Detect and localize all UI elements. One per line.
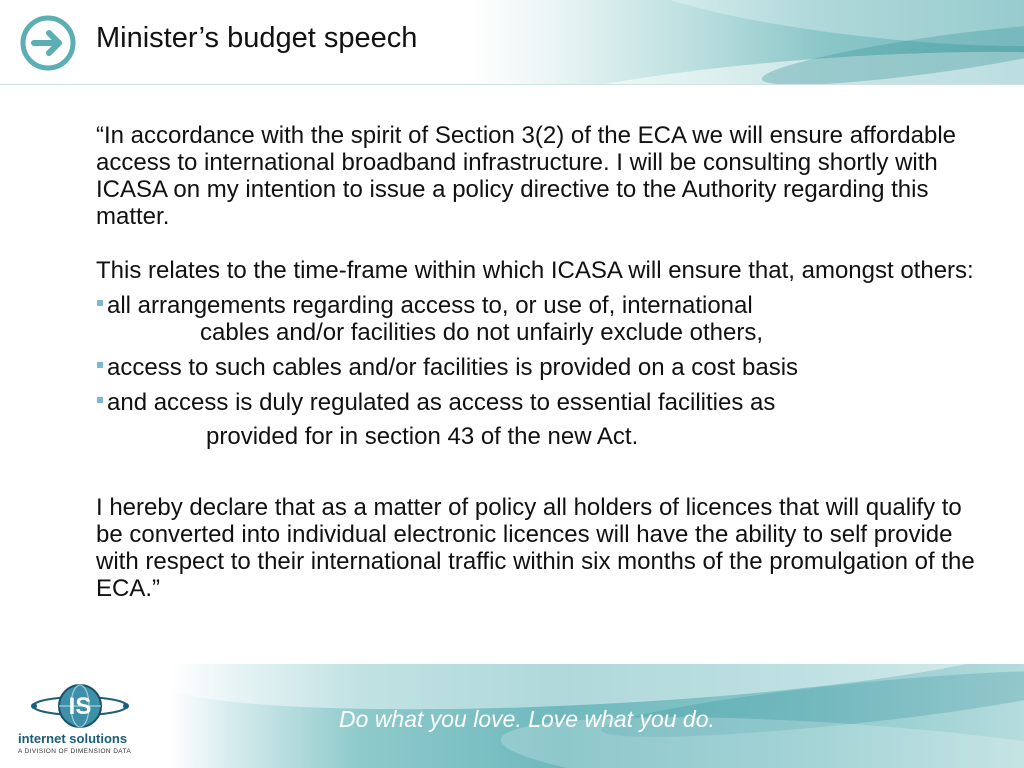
globe-logo-icon [30, 680, 130, 732]
bullet-text-continuation: cables and/or facilities do not unfairly exclude others, [200, 319, 763, 346]
bullet-item [96, 389, 976, 416]
quote-paragraph-3: I hereby declare that as a matter of policy all holders of licences that will qualify to be converted into individual electronic licences will have the ability to self provide with respect to their international traffic within six months of the promulgation of the ECA.” [96, 494, 975, 602]
bullet-item [96, 354, 976, 381]
footer-slogan: Do what you love. Love what you do. [339, 706, 715, 732]
bullet-marker [97, 397, 103, 403]
bullet-item [96, 292, 976, 346]
bullet-text-continuation: provided for in section 43 of the new Act. [206, 423, 639, 450]
logo-letters: IS [68, 693, 92, 720]
brand-tagline: A DIVISION OF DIMENSION DATA [18, 748, 132, 755]
bullet-text: access to such cables and/or facilities is provided on a cost basis [107, 354, 799, 381]
quote-paragraph-1: “In accordance with the spirit of Section 3(2) of the ECA we will ensure affordable access to international broadband infrastructure. I will be consulting shortly with ICASA on my intention to issue a policy directive to the Authority regarding this matter. [96, 122, 957, 230]
header-divider [0, 84, 1024, 85]
bullet-text: and access is duly regulated as access to essential facilities as [107, 389, 776, 416]
slide-title: Minister’s budget speech [96, 22, 418, 54]
slide-body [96, 122, 976, 602]
bullet-text: all arrangements regarding access to, or use of, international [107, 292, 753, 319]
bullet-marker [97, 300, 103, 306]
arrow-right-circle-icon [20, 15, 76, 71]
bullet-marker [97, 362, 103, 368]
quote-paragraph-2: This relates to the time-frame within which ICASA will ensure that, amongst others: [96, 257, 974, 284]
brand-name: internet solutions [18, 731, 128, 746]
company-logo [14, 680, 164, 760]
